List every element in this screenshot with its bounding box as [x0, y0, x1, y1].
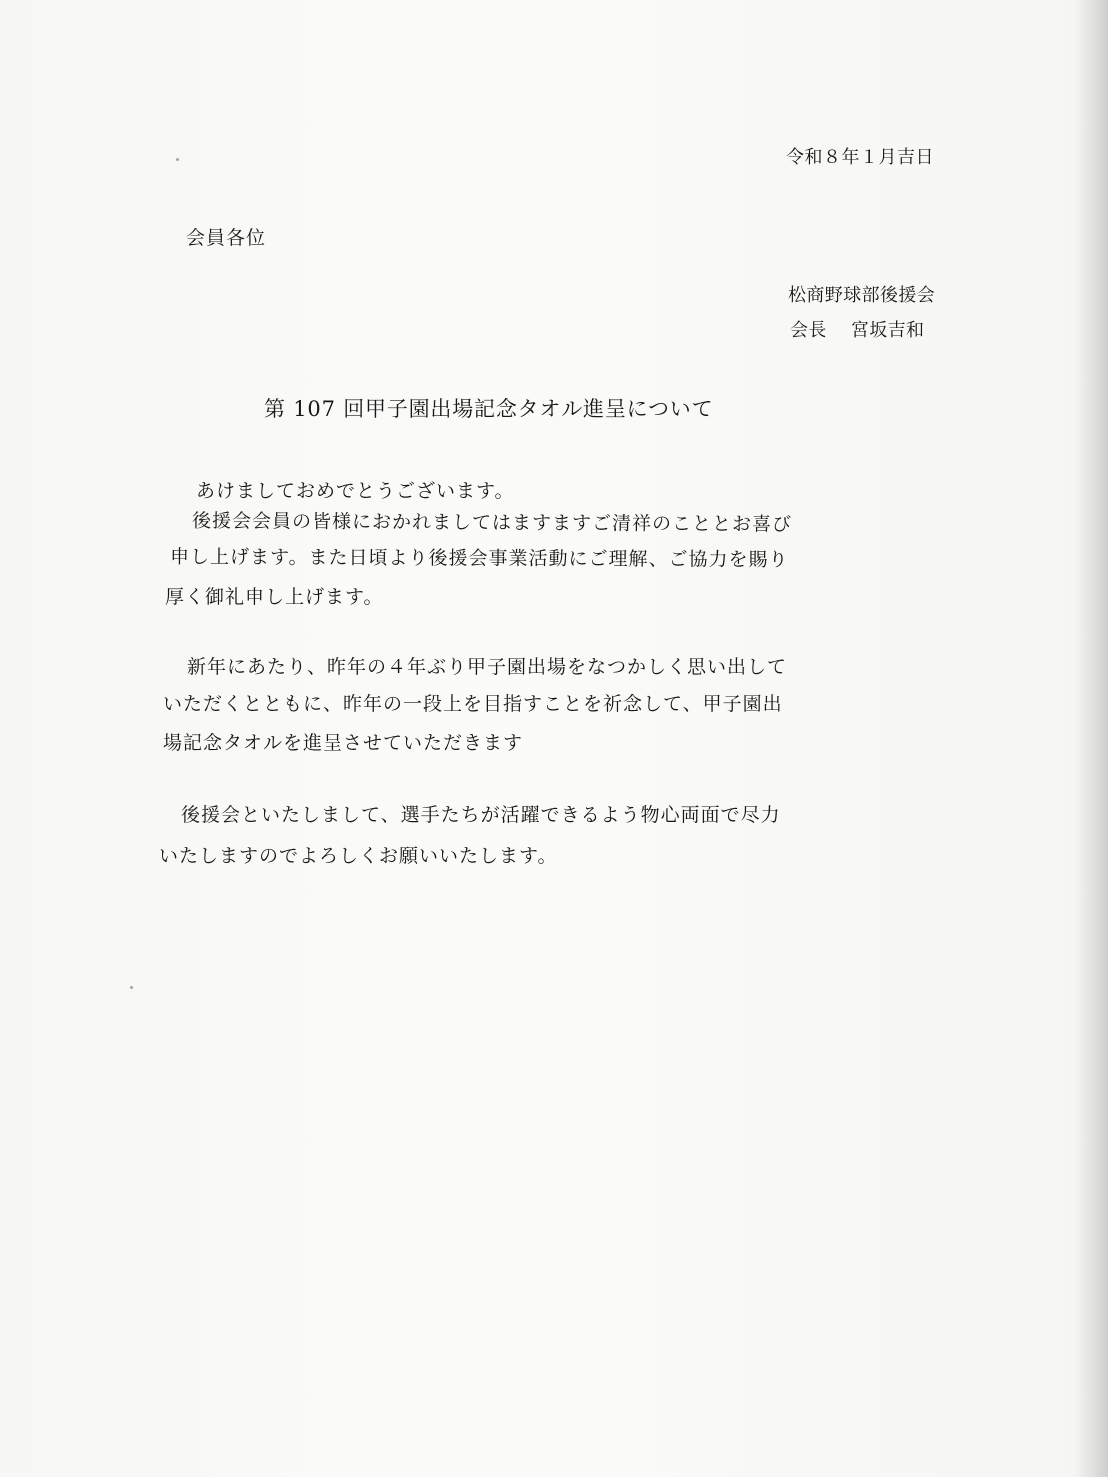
sender-name: 宮坂吉和	[850, 320, 925, 341]
sender-role: 会長	[790, 320, 827, 341]
body-line-4: 厚く御礼申し上げます。	[165, 586, 384, 608]
body-line-6: いただくとともに、昨年の一段上を目指すことを祈念して、甲子園出	[163, 693, 783, 715]
page-edge-shadow	[1074, 0, 1108, 1477]
document-date: 令和８年１月吉日	[786, 147, 934, 168]
paper-speck	[176, 158, 179, 161]
body-line-8: 後援会といたしまして、選手たちが活躍できるよう物心両面で尽力	[181, 804, 781, 826]
body-line-5: 新年にあたり、昨年の４年ぶり甲子園出場をなつかしく思い出して	[187, 656, 788, 678]
body-line-1: あけましておめでとうございます。	[196, 480, 515, 502]
paper-speck	[130, 986, 133, 989]
body-line-9: いたしますのでよろしくお願いいたします。	[159, 845, 558, 867]
sender-organization: 松商野球部後援会	[788, 285, 936, 306]
body-line-3: 申し上げます。また日頃より後援会事業活動にご理解、ご協力を賜り	[169, 546, 789, 572]
document-title: 第 107 回甲子園出場記念タオル進呈について	[264, 397, 714, 421]
recipient-line: 会員各位	[186, 227, 267, 249]
sender-line	[790, 318, 924, 343]
body-line-2: 後援会会員の皆様におかれましてはますますご清祥のこととお喜び	[191, 510, 793, 536]
body-line-7: 場記念タオルを進呈させていただきます	[163, 732, 524, 754]
